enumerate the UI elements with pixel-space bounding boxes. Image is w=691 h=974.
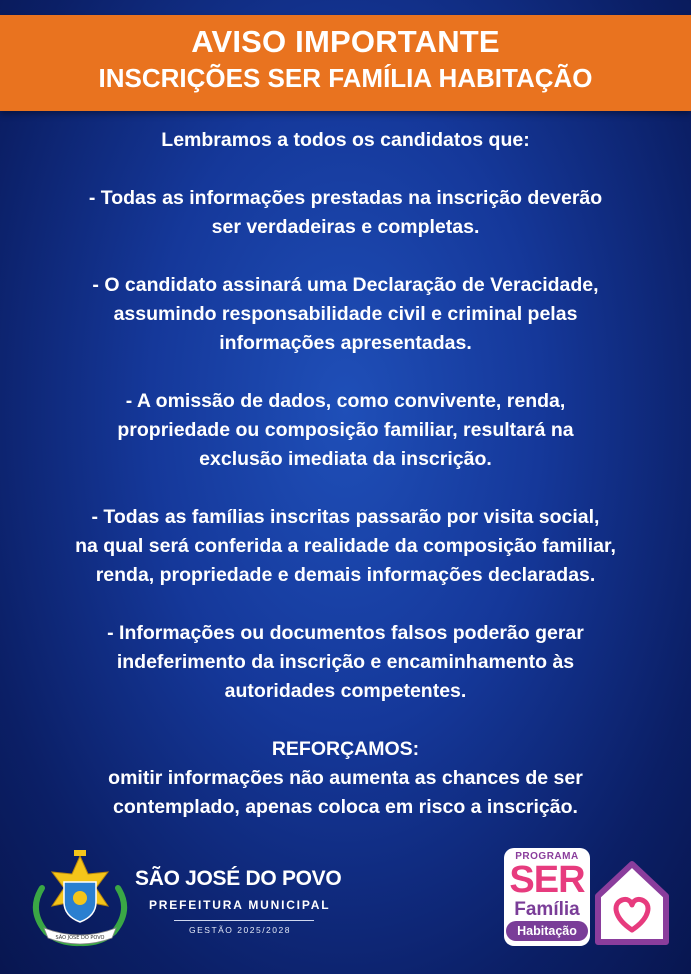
notice-line: autoridades competentes. [224,680,467,702]
notice-item-5 [20,619,671,706]
house-heart-icon [592,856,672,948]
intro-text: Lembramos a todos os candidatos que: [161,129,530,151]
notice-line: indeferimento da inscrição e encaminhamento às [116,651,575,673]
closing-heading: REFORÇAMOS: [271,738,420,760]
header-subtitle: INSCRIÇÕES SER FAMÍLIA HABITAÇÃO [98,63,593,93]
program-habitacao: Habitação [506,921,588,941]
closing-line: contemplado, apenas coloca em risco a inscrição. [113,796,578,818]
notice-line: - A omissão de dados, como convivente, renda, [125,390,566,412]
notice-line: - Informações ou documentos falsos poderão gerar [107,622,584,644]
notice-line: renda, propriedade e demais informações declaradas. [95,564,596,586]
notice-line: - O candidato assinará uma Declaração de Veracidade, [92,274,599,296]
notice-item-4 [20,503,671,590]
closing-text [20,735,671,822]
notice-line: - Todas as informações prestadas na inscrição deverão [88,187,603,209]
notice-line: na qual será conferida a realidade da composição familiar, [75,535,616,557]
notice-line: propriedade ou composição familiar, resultará na [117,419,574,441]
crest-ribbon-text: SÃO JOSÉ DO POVO [55,935,105,941]
notice-line: informações apresentadas. [219,332,472,354]
program-ser: SER [509,859,585,901]
gestao-label: GESTÃO 2025/2028 [189,925,291,935]
closing-line: omitir informações não aumenta as chances de ser [108,767,583,789]
header-banner [0,15,691,111]
notice-line: - Todas as famílias inscritas passarão por visita social, [91,506,600,528]
prefeitura-label: PREFEITURA MUNICIPAL [149,898,331,912]
program-logo [498,840,674,952]
notice-line: exclusão imediata da inscrição. [199,448,492,470]
program-familia: Família [514,899,580,920]
notice-line: assumindo responsabilidade civil e criminal pelas [113,303,578,325]
notice-item-3 [20,387,671,474]
city-name: SÃO JOSÉ DO POVO [135,867,342,890]
notice-item-1 [20,184,671,242]
header-title: AVISO IMPORTANTE [191,24,500,59]
footer-divider [174,920,314,921]
city-crest-icon [24,848,136,948]
notice-line: ser verdadeiras e completas. [211,216,480,238]
program-label: PROGRAMA [515,851,579,862]
notice-item-2 [20,271,671,358]
notice-body [20,126,671,822]
city-logo [24,848,354,948]
